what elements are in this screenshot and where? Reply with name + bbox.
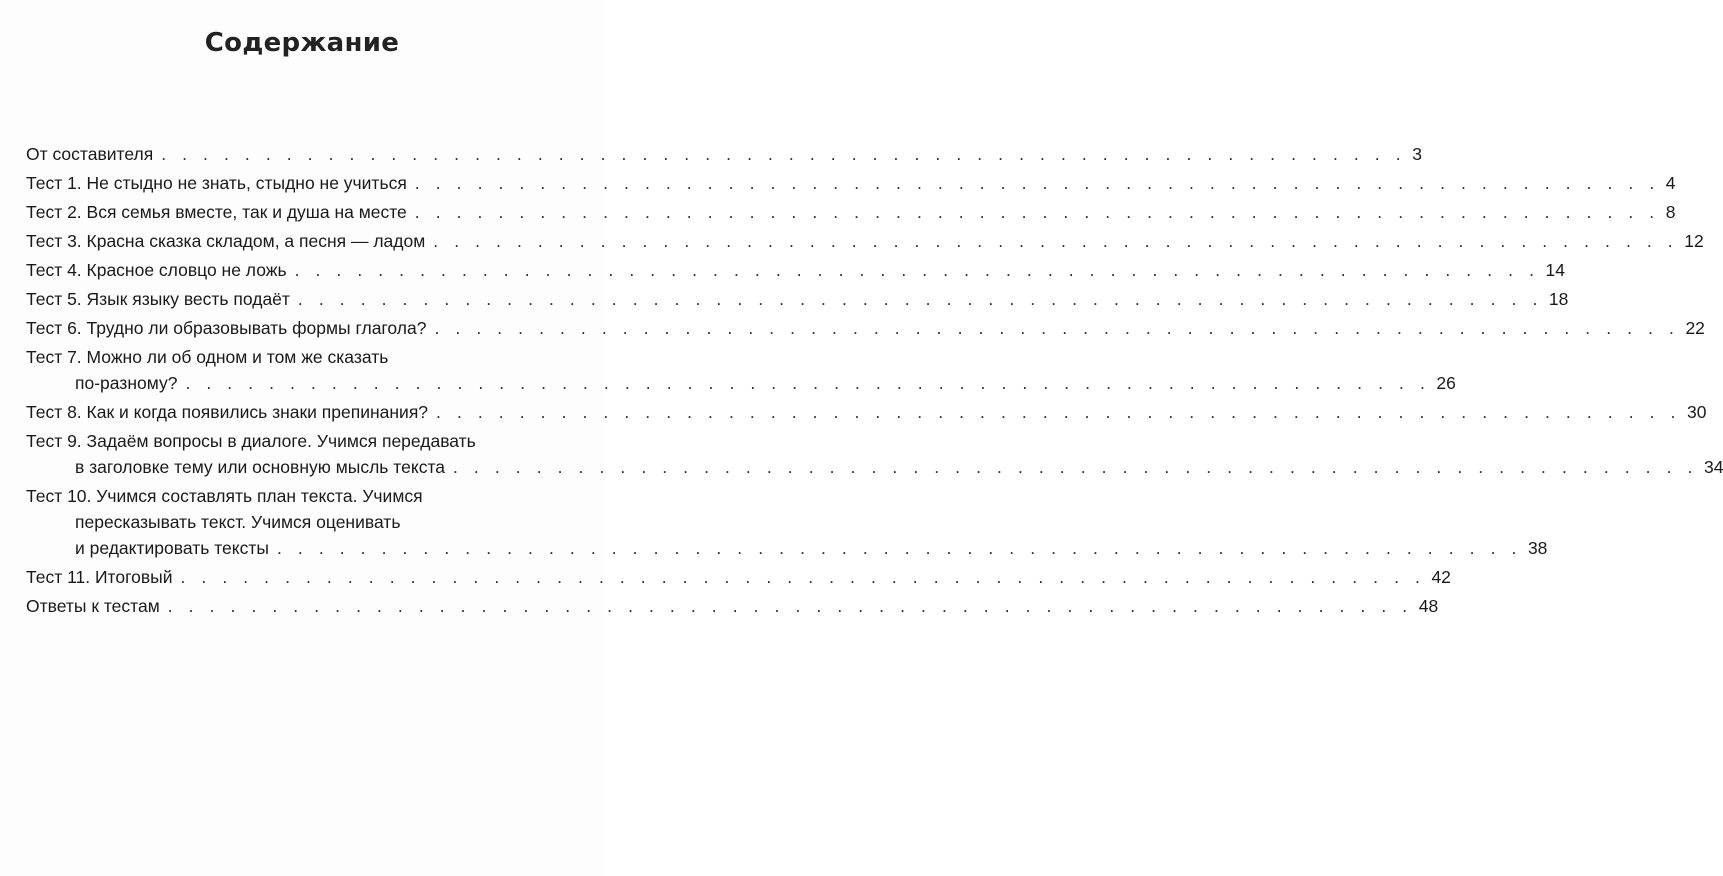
toc-entry <box>26 483 1548 561</box>
toc-entry-row <box>26 228 1704 254</box>
dot-leader: . . . . . . . . . . . . . . . . . . . . . . . . . . . . . . . . . . . . . . . . . . . . . . . . . . . . . . . . . . . . <box>436 402 1682 422</box>
dot-leader: . . . . . . . . . . . . . . . . . . . . . . . . . . . . . . . . . . . . . . . . . . . . . . . . . . . . . . . . . . . . <box>434 318 1680 338</box>
page-number: 18 <box>1548 289 1569 309</box>
page-number: 30 <box>1687 402 1707 422</box>
dot-leader: . . . . . . . . . . . . . . . . . . . . . . . . . . . . . . . . . . . . . . . . . . . . . . . . . . . . . . . . . . . . <box>414 202 1660 222</box>
page-number: 3 <box>1412 144 1422 164</box>
toc-entry-row <box>26 257 1566 283</box>
toc-entry-row <box>26 141 1422 167</box>
dot-leader: . . . . . . . . . . . . . . . . . . . . . . . . . . . . . . . . . . . . . . . . . . . . . . . . . . . . . . . . . . . . <box>294 260 1540 280</box>
dot-leader: . . . . . . . . . . . . . . . . . . . . . . . . . . . . . . . . . . . . . . . . . . . . . . . . . . . . . . . . . . . . <box>453 457 1698 477</box>
table-of-contents <box>26 141 1723 622</box>
dot-leader: . . . . . . . . . . . . . . . . . . . . . . . . . . . . . . . . . . . . . . . . . . . . . . . . . . . . . . . . . . . . <box>414 173 1660 193</box>
toc-entry-row <box>26 454 1723 480</box>
toc-entry-title-line: Ответы к тестам <box>26 596 160 616</box>
toc-entry-title-line: Тест 9. Задаём вопросы в диалоге. Учимся передавать <box>26 431 476 451</box>
page-number: 12 <box>1684 231 1704 251</box>
toc-entry-title-line: пересказывать текст. Учимся оценивать <box>75 512 401 532</box>
toc-entry-title-line: Тест 6. Трудно ли образовывать формы глагола? <box>26 318 427 338</box>
toc-entry <box>26 428 1723 480</box>
toc-entry-title-line: в заголовке тему или основную мысль текста <box>75 457 445 477</box>
page-number: 4 <box>1665 173 1676 193</box>
toc-entry <box>26 286 1569 312</box>
page-number: 48 <box>1418 596 1439 616</box>
toc-entry-title-line: Тест 7. Можно ли об одном и том же сказать <box>26 347 389 367</box>
dot-leader: . . . . . . . . . . . . . . . . . . . . . . . . . . . . . . . . . . . . . . . . . . . . . . . . . . . . . . . . . . . . <box>433 231 1679 251</box>
toc-entry-row <box>26 593 1439 619</box>
toc-entry <box>26 593 1439 619</box>
dot-leader: . . . . . . . . . . . . . . . . . . . . . . . . . . . . . . . . . . . . . . . . . . . . . . . . . . . . . . . . . . . . <box>297 289 1543 309</box>
page-number: 8 <box>1665 202 1676 222</box>
toc-entry-title-line: От составителя <box>26 144 154 164</box>
toc-entry-row <box>26 564 1451 590</box>
toc-entry-row <box>26 170 1676 196</box>
toc-entry <box>26 344 1456 396</box>
toc-entry-title-line: Тест 11. Итоговый <box>26 567 173 587</box>
toc-entry-row <box>26 315 1705 341</box>
toc-entry <box>26 257 1566 283</box>
page-number: 38 <box>1527 538 1548 558</box>
page-number: 42 <box>1431 567 1451 587</box>
toc-entry <box>26 141 1422 167</box>
dot-leader: . . . . . . . . . . . . . . . . . . . . . . . . . . . . . . . . . . . . . . . . . . . . . . . . . . . . . . . . . . . . <box>185 373 1431 393</box>
toc-entry-title-line: Тест 1. Не стыдно не знать, стыдно не учиться <box>26 173 407 193</box>
dot-leader: . . . . . . . . . . . . . . . . . . . . . . . . . . . . . . . . . . . . . . . . . . . . . . . . . . . . . . . . . . . . <box>161 144 1407 164</box>
page-title: Содержание <box>204 28 400 58</box>
toc-entry-title-line: и редактировать тексты <box>75 538 269 558</box>
page-number: 22 <box>1685 318 1705 338</box>
toc-entry-row <box>26 535 1548 561</box>
toc-entry <box>26 199 1676 225</box>
toc-entry-title-line: Тест 5. Язык языку весть подаёт <box>26 289 290 309</box>
page-number: 14 <box>1545 260 1566 280</box>
toc-entry-title-line: Тест 2. Вся семья вместе, так и душа на месте <box>26 202 407 222</box>
dot-leader: . . . . . . . . . . . . . . . . . . . . . . . . . . . . . . . . . . . . . . . . . . . . . . . . . . . . . . . . . . . . <box>180 567 1426 587</box>
toc-entry <box>26 170 1676 196</box>
toc-entry-row <box>26 399 1707 425</box>
dot-leader: . . . . . . . . . . . . . . . . . . . . . . . . . . . . . . . . . . . . . . . . . . . . . . . . . . . . . . . . . . . . <box>167 596 1413 616</box>
page-number: 26 <box>1436 373 1456 393</box>
toc-entry-title-line: Тест 10. Учимся составлять план текста. Учимся <box>26 486 423 506</box>
toc-entry <box>26 228 1704 254</box>
toc-entry-row <box>26 199 1676 225</box>
toc-entry <box>26 315 1705 341</box>
toc-entry-title-line: Тест 4. Красное словцо не ложь <box>26 260 287 280</box>
page-number: 34 <box>1703 457 1723 477</box>
toc-entry-title-line: Тест 3. Красна сказка складом, а песня — ладом <box>26 231 426 251</box>
dot-leader: . . . . . . . . . . . . . . . . . . . . . . . . . . . . . . . . . . . . . . . . . . . . . . . . . . . . . . . . . . . . <box>276 538 1522 558</box>
toc-entry <box>26 564 1451 590</box>
toc-entry-row <box>26 286 1569 312</box>
toc-entry-title-line: по-разному? <box>75 373 178 393</box>
toc-entry-title-line: Тест 8. Как и когда появились знаки препинания? <box>26 402 429 422</box>
toc-entry-row <box>26 370 1456 396</box>
toc-entry <box>26 399 1707 425</box>
